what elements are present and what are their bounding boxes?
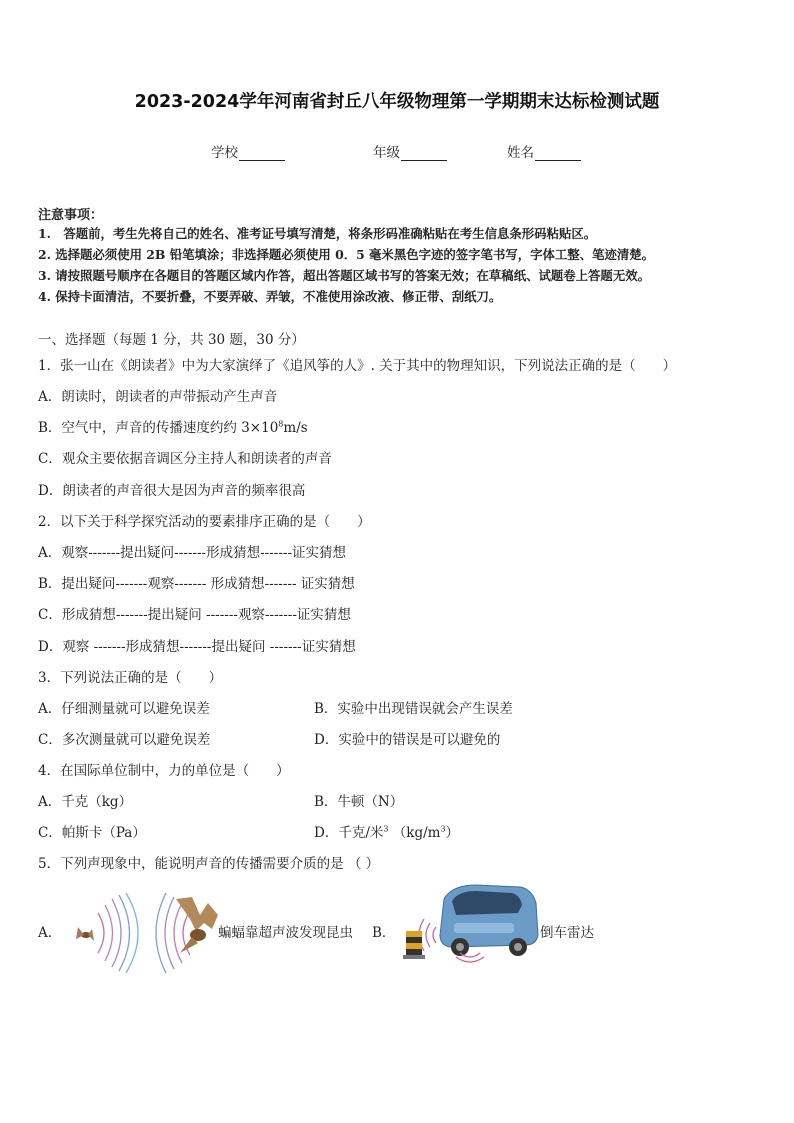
radar-wave	[426, 923, 430, 947]
bat-ultrasound-image	[72, 893, 220, 975]
exponent: 8	[278, 419, 284, 429]
traffic-barrier-icon	[403, 931, 425, 959]
option: C．多次测量就可以避免误差	[38, 732, 211, 748]
option: D．朗读者的声音很大是因为声音的频率很高	[38, 483, 306, 499]
option: C．帕斯卡（Pa）	[38, 825, 146, 841]
option-letter: A．	[38, 925, 62, 941]
name-blank	[535, 148, 581, 161]
grade-field	[373, 141, 447, 161]
section-heading: 一、选择题（每题 1 分，共 30 题，30 分）	[38, 332, 305, 348]
note-item: 3. 请按照题号顺序在各题目的答题区域内作答，超出答题区域书写的答案无效；在草稿纸、试题卷上答题无效。	[38, 268, 650, 283]
note-item: 2. 选择题必须使用 2B 铅笔填涂；非选择题必须使用 0．5 毫米黑色字迹的签字笔书写，字体工整、笔迹清楚。	[38, 247, 655, 262]
option: C．形成猜想-------提出疑问 -------观察-------证实猜想	[38, 607, 351, 623]
option-text: D．千克/米	[314, 825, 384, 841]
question-stem: 2．以下关于科学探究活动的要素排序正确的是（ ）	[38, 514, 371, 530]
name-label: 姓名	[507, 145, 534, 161]
unit: m/s	[283, 420, 308, 436]
school-label: 学校	[211, 145, 238, 161]
exponent: 3	[440, 824, 446, 834]
school-field	[211, 141, 285, 161]
option: B．提出疑问-------观察------- 形成猜想------- 证实猜想	[38, 576, 355, 592]
option-text: B．空气中，声音的传播速度约约 3×10	[38, 420, 279, 436]
unit: （kg/m	[392, 825, 441, 841]
note-item: 4. 保持卡面清洁，不要折叠，不要弄破、弄皱，不准使用涂改液、修正带、刮纸刀。	[38, 289, 502, 304]
option	[314, 821, 459, 841]
wave-arc	[112, 899, 121, 967]
car-icon	[440, 885, 538, 956]
option: A．朗读时，朗读者的声带振动产生声音	[38, 389, 278, 405]
notes-heading: 注意事项：	[38, 208, 104, 223]
insect-icon	[76, 927, 94, 941]
option	[38, 416, 308, 436]
note-item: 1. 答题前，考生先将自己的姓名、准考证号填写清楚，将条形码准确粘贴在考生信息条形码粘贴区。	[38, 226, 597, 241]
unit-close: ）	[445, 825, 460, 841]
option: A．仔细测量就可以避免误差	[38, 701, 210, 717]
page-title: 2023-2024学年河南省封丘八年级物理第一学期期末达标检测试题	[134, 92, 660, 112]
wave-arc	[105, 905, 113, 961]
radar-wave	[433, 927, 436, 943]
wave-arc	[165, 897, 174, 969]
option: D．观察 -------形成猜想-------提出疑问 -------证实猜想	[38, 639, 356, 655]
grade-blank	[401, 148, 447, 161]
option: B．牛顿（N）	[314, 794, 404, 810]
wave-arc	[126, 893, 138, 973]
question-stem: 3．下列说法正确的是（ ）	[38, 670, 223, 686]
question-stem: 4．在国际单位制中，力的单位是（ ）	[38, 763, 290, 779]
option: A．观察-------提出疑问-------形成猜想-------证实猜想	[38, 545, 347, 561]
option-text: 倒车雷达	[540, 925, 594, 941]
reversing-radar-image	[400, 883, 540, 967]
wave-arc	[98, 913, 104, 953]
option: B．实验中出现错误就会产生误差	[314, 701, 513, 717]
question-stem: 1．张一山在《朗读者》中为大家演绎了《追风筝的人》. 关于其中的物理知识，下列说法正确的是（ ）	[38, 358, 677, 374]
exponent: 3	[383, 824, 389, 834]
radar-wave	[456, 957, 484, 962]
question-stem: 5．下列声现象中，能说明声音的传播需要介质的是 （ ）	[38, 856, 380, 872]
bat-icon	[176, 897, 218, 953]
option-letter: B．	[372, 925, 396, 941]
option-text: 蝙蝠靠超声波发现昆虫	[218, 925, 353, 941]
wave-arc	[174, 903, 182, 963]
school-blank	[239, 148, 285, 161]
grade-label: 年级	[373, 145, 400, 161]
option: D．实验中的错误是可以避免的	[314, 732, 501, 748]
option: A．千克（kg）	[38, 794, 133, 810]
option: C．观众主要依据音调区分主持人和朗读者的声音	[38, 451, 332, 467]
name-field	[507, 141, 581, 161]
